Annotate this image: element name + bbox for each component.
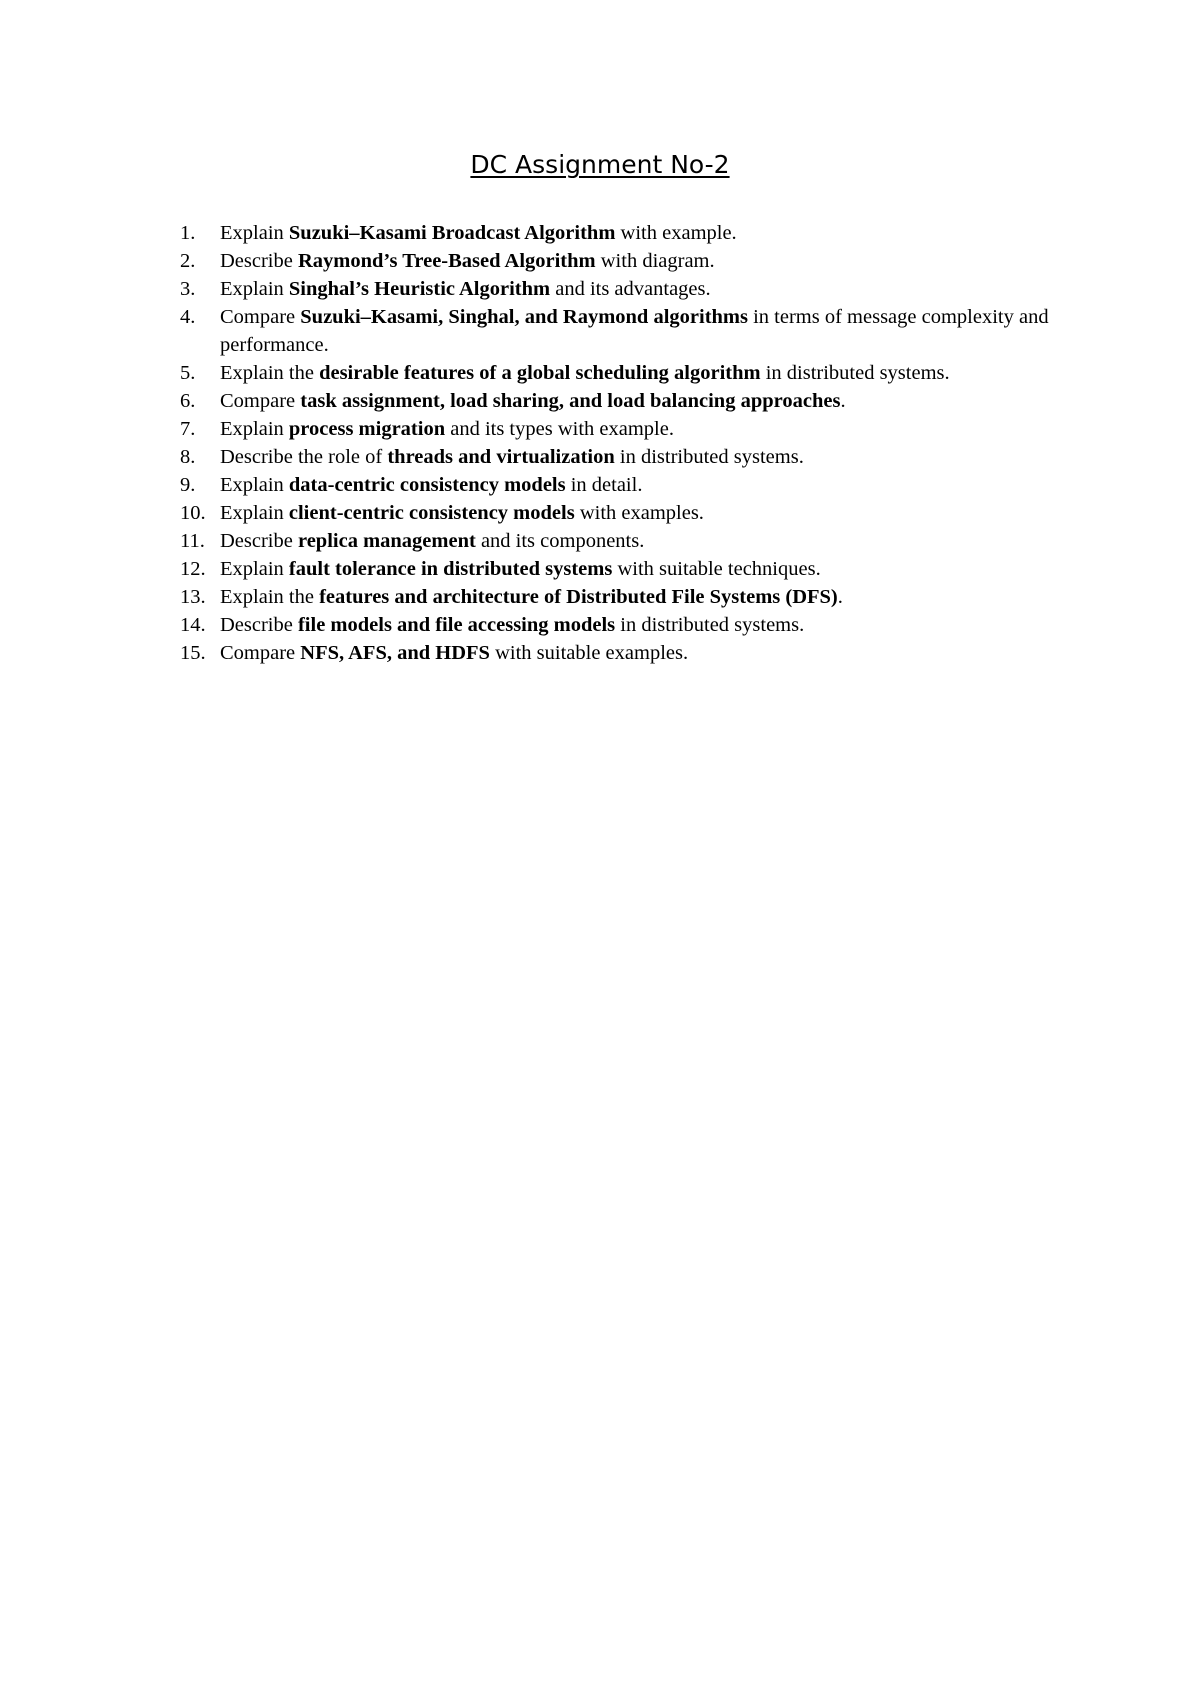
question-keyword: desirable features of a global scheduling algorithm	[319, 362, 761, 384]
question-item	[180, 303, 1060, 359]
question-item	[180, 639, 1060, 667]
page-title: DC Assignment No-2	[470, 150, 730, 179]
question-number: 13.	[180, 586, 206, 608]
question-number: 9.	[180, 474, 196, 496]
question-keyword: NFS, AFS, and HDFS	[300, 642, 490, 664]
question-text	[220, 614, 804, 636]
question-fragment: with suitable techniques.	[612, 558, 821, 580]
question-text	[220, 474, 642, 496]
question-text	[220, 446, 804, 468]
question-text	[220, 250, 715, 272]
question-fragment: Explain	[220, 222, 289, 244]
question-fragment: Explain the	[220, 586, 320, 608]
question-text	[220, 642, 688, 664]
question-item	[180, 219, 1060, 247]
question-keyword: Raymond’s Tree-Based Algorithm	[297, 250, 596, 272]
question-fragment: Describe	[220, 530, 298, 552]
question-text	[220, 558, 821, 580]
question-number: 15.	[180, 642, 206, 664]
question-number: 8.	[180, 446, 196, 468]
question-fragment: Explain	[220, 418, 289, 440]
question-keyword: features and architecture of Distributed File Systems (DFS)	[319, 586, 838, 608]
question-keyword: Suzuki–Kasami Broadcast Algorithm	[288, 222, 616, 244]
question-number: 3.	[180, 278, 196, 300]
question-keyword: threads and virtualization	[387, 446, 615, 468]
question-fragment: with examples.	[574, 502, 704, 524]
question-fragment: and its advantages.	[550, 278, 711, 300]
question-keyword: Singhal’s Heuristic Algorithm	[288, 278, 551, 300]
question-text	[220, 306, 1049, 356]
question-keyword: Suzuki–Kasami, Singhal, and Raymond algorithms	[300, 306, 748, 328]
question-item	[180, 359, 1060, 387]
question-item	[180, 499, 1060, 527]
question-keyword: data-centric consistency models	[288, 474, 566, 496]
question-fragment: .	[837, 586, 843, 608]
question-fragment: and its components.	[475, 530, 645, 552]
question-item	[180, 247, 1060, 275]
question-item	[180, 611, 1060, 639]
question-item	[180, 471, 1060, 499]
question-text	[220, 530, 644, 552]
question-fragment: Describe the role of	[220, 446, 388, 468]
question-fragment: Describe	[220, 614, 298, 636]
question-number: 1.	[180, 222, 196, 244]
question-fragment: and its types with example.	[445, 418, 674, 440]
question-number: 14.	[180, 614, 206, 636]
question-item	[180, 555, 1060, 583]
question-number: 2.	[180, 250, 196, 272]
question-item	[180, 443, 1060, 471]
question-fragment: in terms of message complexity and performance.	[220, 306, 1049, 356]
question-number: 6.	[180, 390, 196, 412]
question-fragment: Explain	[220, 502, 289, 524]
question-item	[180, 275, 1060, 303]
question-fragment: with diagram.	[595, 250, 715, 272]
question-keyword: process migration	[288, 418, 446, 440]
question-fragment: in distributed systems.	[614, 446, 804, 468]
question-fragment: .	[840, 390, 846, 412]
question-fragment: Explain the	[220, 362, 320, 384]
question-item	[180, 387, 1060, 415]
question-fragment: Explain	[220, 558, 289, 580]
question-fragment: Compare	[220, 642, 301, 664]
question-fragment: with example.	[615, 222, 737, 244]
question-text	[220, 362, 950, 384]
question-number: 7.	[180, 418, 196, 440]
question-fragment: Explain	[220, 474, 289, 496]
question-fragment: Compare	[220, 306, 301, 328]
question-item	[180, 583, 1060, 611]
question-number: 4.	[180, 306, 196, 328]
question-keyword: file models and file accessing models	[297, 614, 616, 636]
question-list	[180, 219, 1060, 667]
question-number: 5.	[180, 362, 196, 384]
question-fragment: Compare	[220, 390, 301, 412]
question-keyword: client-centric consistency models	[288, 502, 575, 524]
question-fragment: Explain	[220, 278, 289, 300]
question-number: 11.	[180, 530, 205, 552]
question-fragment: with suitable examples.	[489, 642, 689, 664]
question-fragment: in detail.	[565, 474, 643, 496]
question-keyword: replica management	[297, 530, 476, 552]
question-text	[220, 502, 704, 524]
question-number: 10.	[180, 502, 206, 524]
question-keyword: fault tolerance in distributed systems	[288, 558, 613, 580]
question-text	[220, 418, 674, 440]
question-text	[220, 278, 711, 300]
question-fragment: in distributed systems.	[615, 614, 805, 636]
question-item	[180, 415, 1060, 443]
question-fragment: in distributed systems.	[760, 362, 950, 384]
question-keyword: task assignment, load sharing, and load balancing approaches	[300, 390, 841, 412]
question-text	[220, 586, 843, 608]
question-item	[180, 527, 1060, 555]
question-number: 12.	[180, 558, 206, 580]
question-text	[220, 222, 737, 244]
question-text	[220, 390, 846, 412]
question-fragment: Describe	[220, 250, 298, 272]
